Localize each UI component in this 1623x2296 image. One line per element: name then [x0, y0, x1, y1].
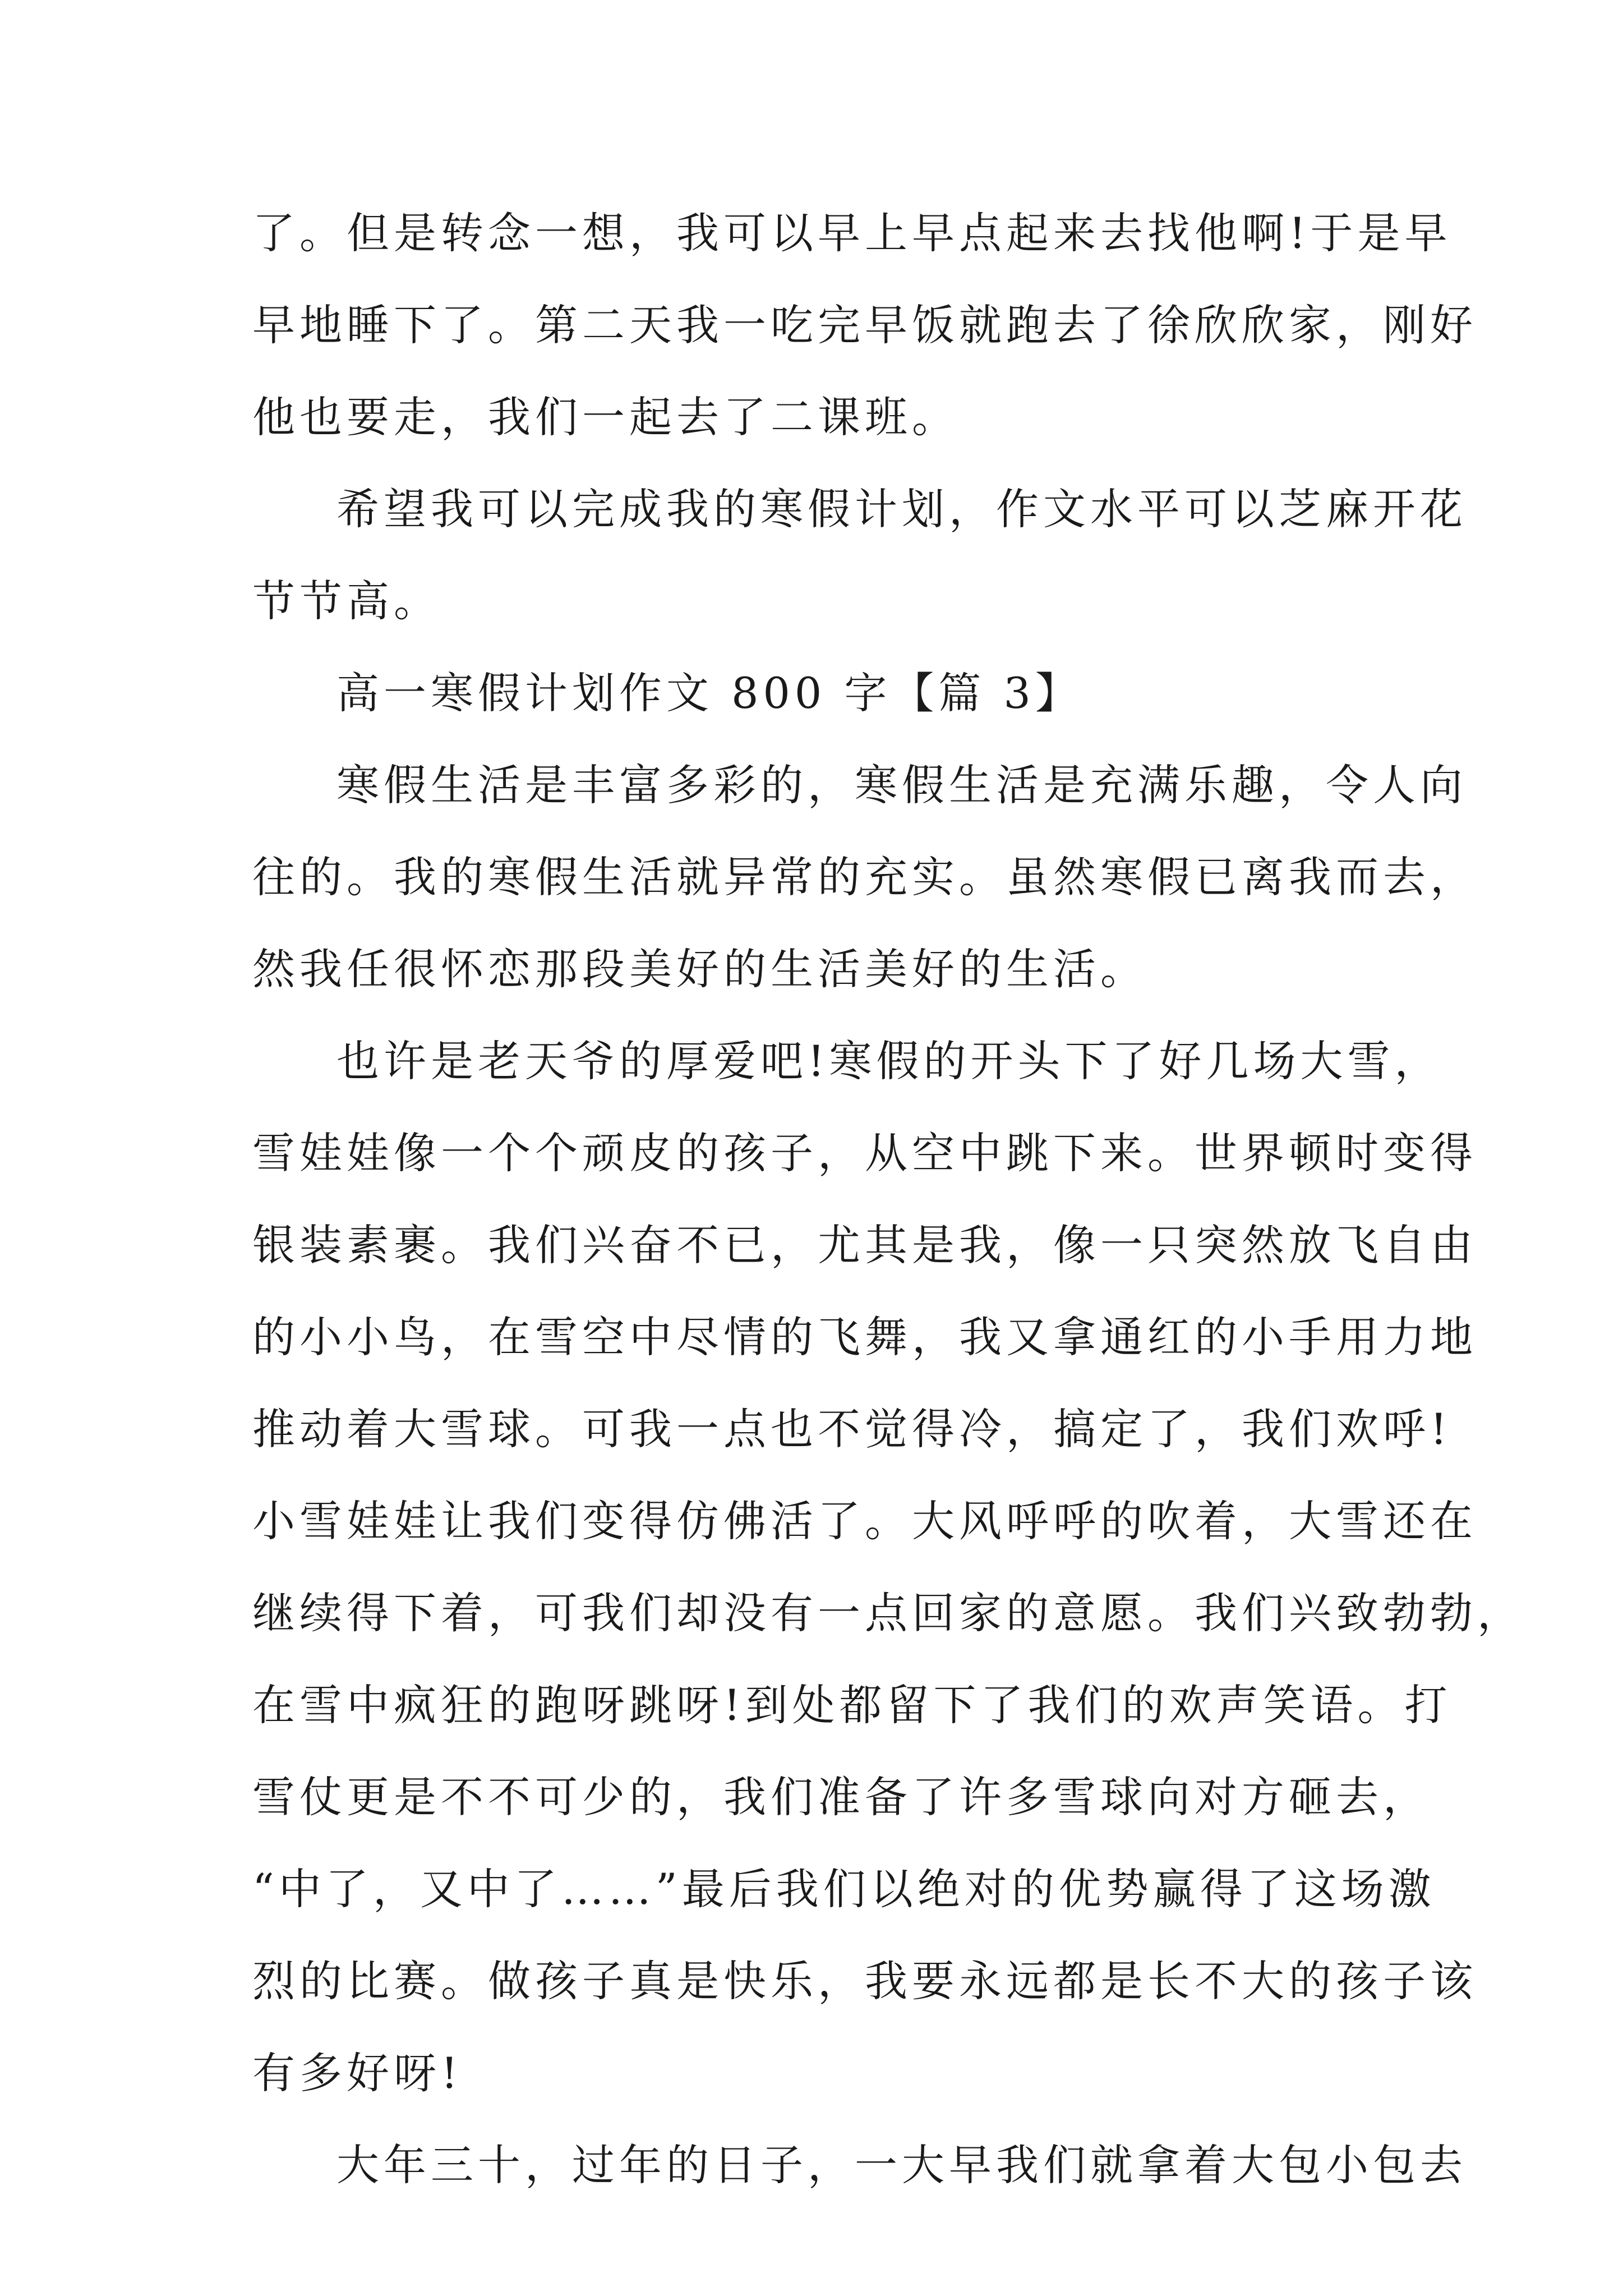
text-line: 他也要走，我们一起去了二课班。: [252, 392, 959, 442]
text-line: 了。但是转念一想，我可以早上早点起来去找他啊!于是早: [252, 208, 1452, 258]
text-line: 的小小鸟，在雪空中尽情的飞舞，我又拿通红的小手用力地: [252, 1312, 1477, 1362]
text-line: 继续得下着，可我们却没有一点回家的意愿。我们兴致勃勃，: [252, 1588, 1524, 1638]
text-line: 大年三十，过年的日子，一大早我们就拿着大包小包去: [336, 2140, 1467, 2190]
text-line: 小雪娃娃让我们变得仿佛活了。大风呼呼的吹着，大雪还在: [252, 1496, 1477, 1546]
text-line: 在雪中疯狂的跑呀跳呀!到处都留下了我们的欢声笑语。打: [252, 1680, 1452, 1730]
text-line: 雪仗更是不不可少的，我们准备了许多雪球向对方砸去，: [252, 1772, 1430, 1822]
text-line: 烈的比赛。做孩子真是快乐，我要永远都是长不大的孩子该: [252, 1956, 1477, 2006]
text-line: 往的。我的寒假生活就异常的充实。虽然寒假已离我而去，: [252, 852, 1477, 902]
section-heading: 高一寒假计划作文 800 字【篇 3】: [336, 668, 1082, 718]
text-line: 节节高。: [252, 576, 441, 626]
text-line: 雪娃娃像一个个顽皮的孩子，从空中跳下来。世界顿时变得: [252, 1128, 1477, 1178]
text-line: 推动着大雪球。可我一点也不觉得冷，搞定了，我们欢呼!: [252, 1404, 1452, 1454]
text-line: 有多好呀!: [252, 2048, 463, 2098]
text-line: 希望我可以完成我的寒假计划，作文水平可以芝麻开花: [336, 484, 1467, 534]
text-line: 然我任很怀恋那段美好的生活美好的生活。: [252, 944, 1147, 994]
text-line: 也许是老天爷的厚爱吧!寒假的开头下了好几场大雪，: [336, 1036, 1442, 1086]
text-line: 寒假生活是丰富多彩的，寒假生活是充满乐趣，令人向: [336, 760, 1467, 810]
text-line: “中了，又中了……”最后我们以绝对的优势赢得了这场激: [252, 1864, 1436, 1914]
text-line: 银装素裹。我们兴奋不已，尤其是我，像一只突然放飞自由: [252, 1220, 1477, 1270]
text-line: 早地睡下了。第二天我一吃完早饭就跑去了徐欣欣家，刚好: [252, 300, 1477, 350]
